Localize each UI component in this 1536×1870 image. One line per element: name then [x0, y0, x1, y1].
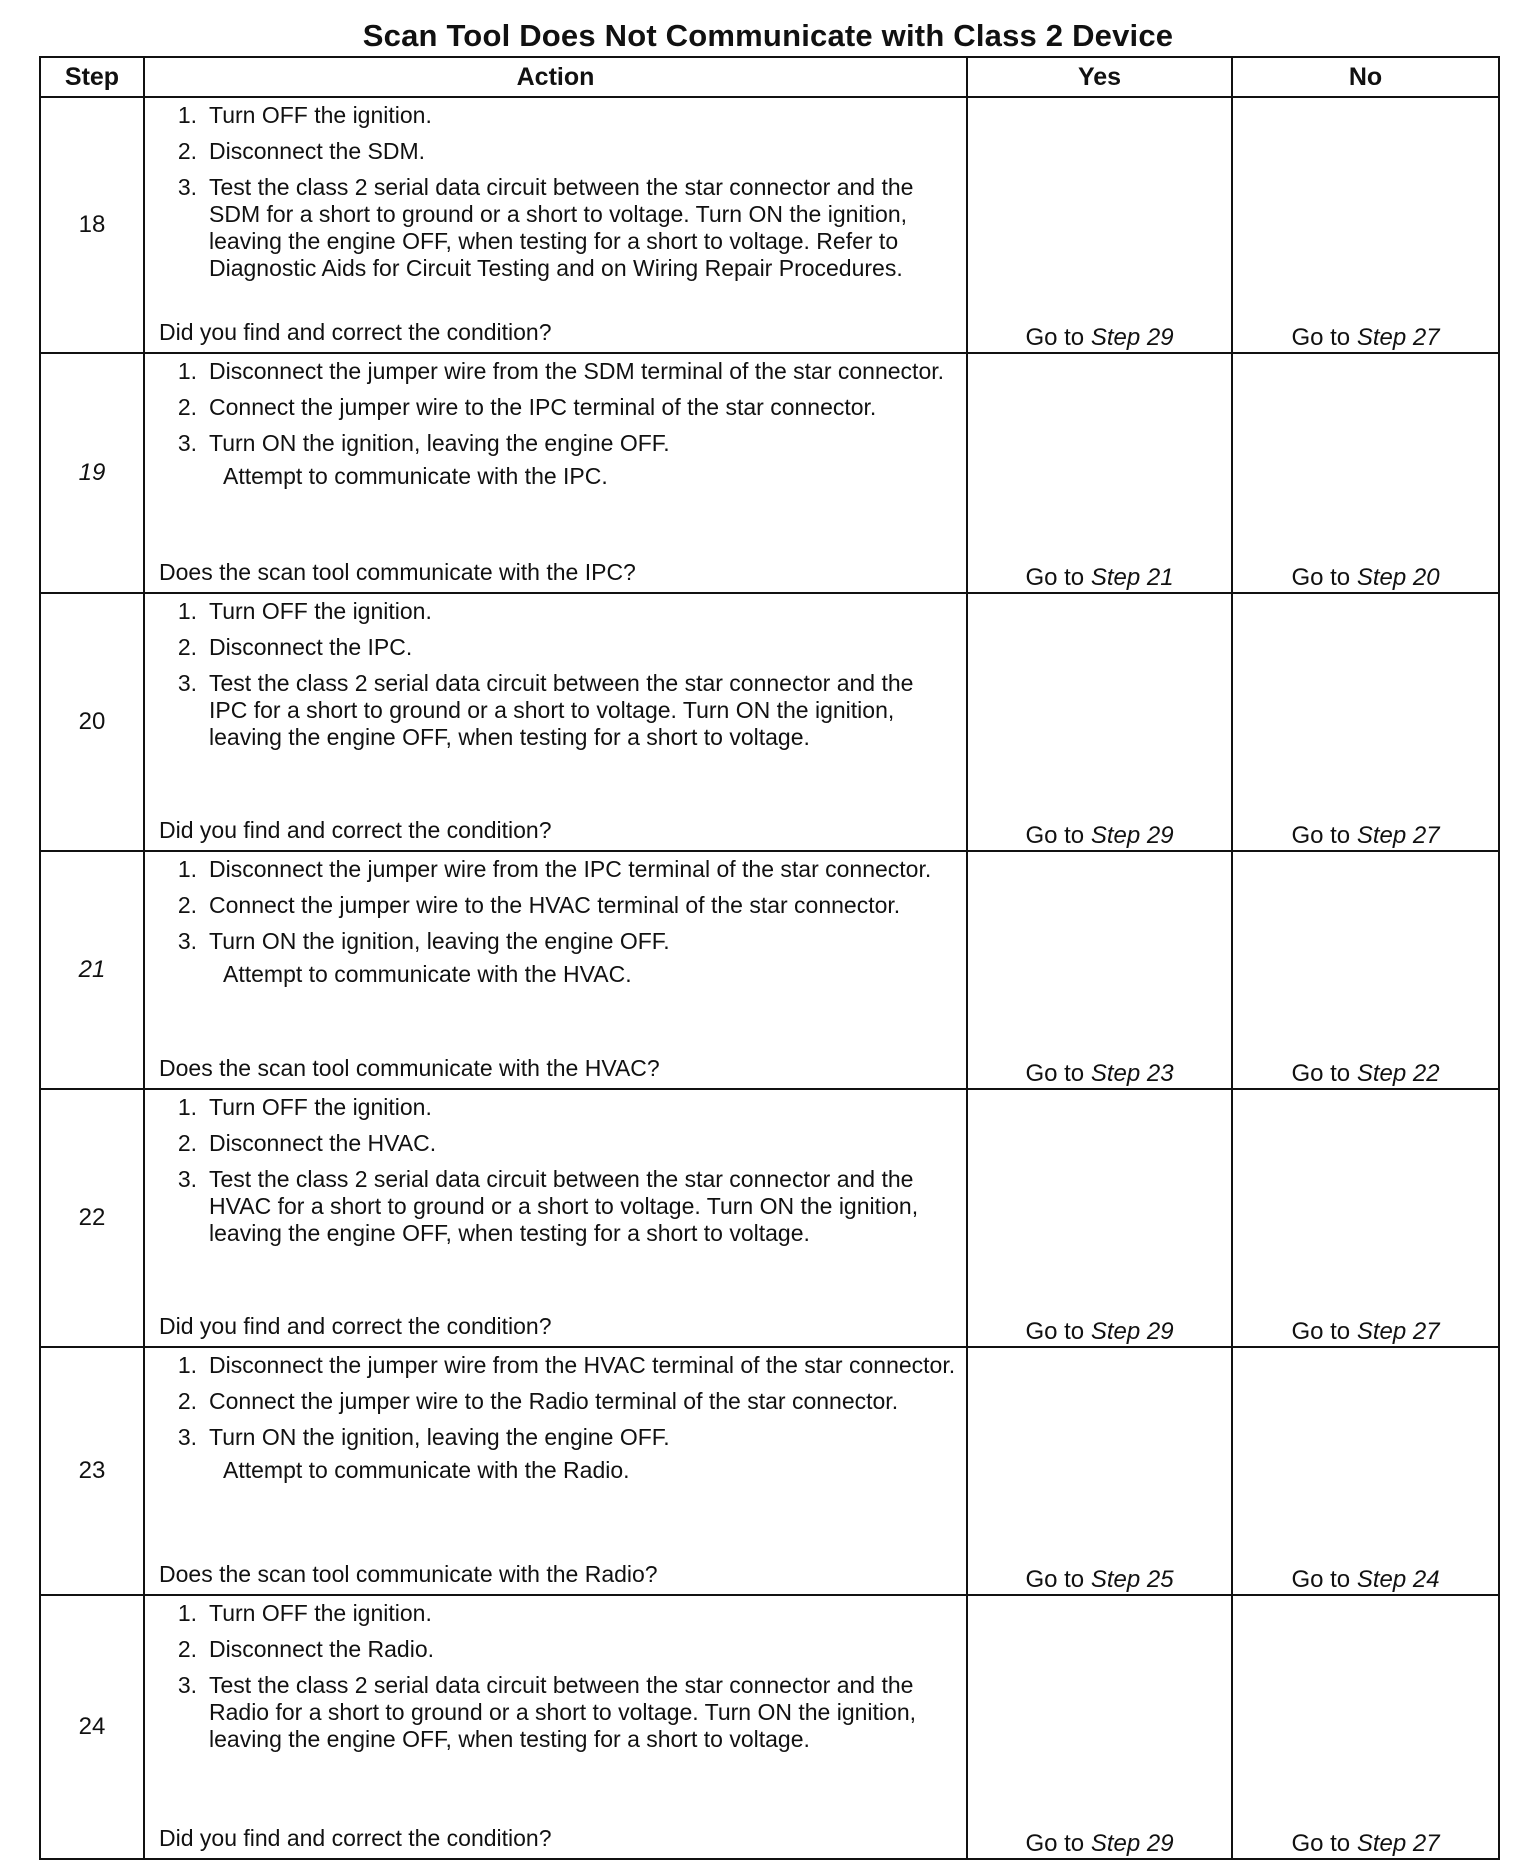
yes-result: [967, 353, 1232, 593]
action-step-number: 2.: [177, 634, 197, 660]
action-step-number: 2.: [177, 892, 197, 918]
header-no: No: [1232, 57, 1499, 97]
action-step-number: 1.: [177, 1352, 197, 1378]
no-step-link[interactable]: Step 27: [1356, 1830, 1440, 1857]
table-row: [40, 353, 1499, 593]
action-question: Does the scan tool communicate with the HVAC?: [159, 1055, 660, 1081]
action-step-text: Connect the jumper wire to the HVAC terminal of the star connector.: [209, 892, 901, 918]
action-step-text: Test the class 2 serial data circuit between the star connector and the IPC for a short to ground or a short to voltage. Turn ON the ignition, leaving the engine OFF, when testing for a short to voltage.: [209, 670, 914, 750]
table-row: [40, 851, 1499, 1089]
action-step-item: [159, 430, 956, 457]
step-number: 22: [40, 1089, 144, 1347]
table-row: [40, 1347, 1499, 1595]
action-step-text: Test the class 2 serial data circuit between the star connector and the HVAC for a short to ground or a short to voltage. Turn ON the ignition, leaving the engine OFF, when testing for a short to voltage.: [209, 1166, 919, 1246]
action-step-number: 3.: [177, 1166, 197, 1192]
action-steps: [145, 354, 966, 490]
no-prefix: Go to: [1291, 1318, 1351, 1345]
action-cell: [144, 593, 967, 851]
yes-result: [967, 1595, 1232, 1859]
step-number: 18: [40, 97, 144, 353]
table-row: [40, 1595, 1499, 1859]
action-step-item: [159, 892, 956, 919]
action-steps: [145, 1348, 966, 1484]
table-row: [40, 97, 1499, 353]
no-step-link[interactable]: Step 24: [1356, 1566, 1440, 1593]
action-cell: [144, 353, 967, 593]
action-step-item: [159, 1094, 956, 1121]
action-step-number: 3.: [177, 670, 197, 696]
action-cell: [144, 1089, 967, 1347]
action-steps: [145, 98, 966, 282]
action-step-text: Turn OFF the ignition.: [209, 1094, 432, 1120]
yes-result: [967, 1347, 1232, 1595]
action-step-text: Test the class 2 serial data circuit between the star connector and the Radio for a short to ground or a short to voltage. Turn ON the ignition, leaving the engine OFF, when testing for a short to voltage.: [209, 1672, 917, 1752]
action-step-text: Disconnect the SDM.: [209, 138, 426, 164]
no-prefix: Go to: [1291, 822, 1351, 849]
no-result: [1232, 593, 1499, 851]
action-step-number: 1.: [177, 102, 197, 128]
yes-prefix: Go to: [1025, 822, 1085, 849]
yes-result: [967, 851, 1232, 1089]
action-cell: [144, 97, 967, 353]
action-step-item: [159, 598, 956, 625]
action-step-item: [159, 856, 956, 883]
action-step-item: [159, 1672, 956, 1753]
action-cell: [144, 1595, 967, 1859]
action-step-item: [159, 670, 956, 751]
action-step-number: 2.: [177, 1636, 197, 1662]
action-step-text: Turn OFF the ignition.: [209, 102, 432, 128]
yes-step-link[interactable]: Step 29: [1090, 1830, 1174, 1857]
yes-prefix: Go to: [1025, 1830, 1085, 1857]
action-step-number: 3.: [177, 1424, 197, 1450]
header-action: Action: [144, 57, 967, 97]
action-step-text: Disconnect the jumper wire from the HVAC terminal of the star connector.: [209, 1352, 956, 1378]
no-step-link[interactable]: Step 27: [1356, 822, 1440, 849]
page-title: Scan Tool Does Not Communicate with Class 2 Device: [362, 18, 1174, 53]
action-step-text: Disconnect the jumper wire from the SDM terminal of the star connector.: [209, 358, 945, 384]
action-question: Did you find and correct the condition?: [159, 1313, 552, 1339]
action-step-text: Disconnect the jumper wire from the IPC terminal of the star connector.: [209, 856, 932, 882]
no-result: [1232, 97, 1499, 353]
action-question: Did you find and correct the condition?: [159, 817, 552, 843]
no-step-link[interactable]: Step 22: [1356, 1060, 1440, 1087]
no-step-link[interactable]: Step 27: [1356, 324, 1440, 351]
action-question: Does the scan tool communicate with the IPC?: [159, 559, 636, 585]
action-step-number: 1.: [177, 358, 197, 384]
action-step-item: [159, 928, 956, 955]
action-question: Did you find and correct the condition?: [159, 1825, 552, 1851]
action-step-text: Disconnect the IPC.: [209, 634, 413, 660]
action-step-number: 1.: [177, 856, 197, 882]
action-step-text: Test the class 2 serial data circuit between the star connector and the SDM for a short to ground or a short to voltage. Turn ON the ignition, leaving the engine OFF, when testing for a short to voltage. Refer to Diagnostic Aids for Circuit Testing and on Wiring Repair Procedures.: [209, 174, 914, 281]
no-prefix: Go to: [1291, 564, 1351, 591]
header-yes: Yes: [967, 57, 1232, 97]
action-steps: [145, 594, 966, 751]
action-step-item: [159, 102, 956, 129]
action-step-item: [159, 174, 956, 282]
yes-result: [967, 97, 1232, 353]
yes-step-link[interactable]: Step 21: [1090, 564, 1174, 591]
yes-result: [967, 593, 1232, 851]
yes-step-link[interactable]: Step 23: [1090, 1060, 1174, 1087]
no-prefix: Go to: [1291, 324, 1351, 351]
table-header-row: [40, 57, 1499, 97]
action-step-item: [159, 1166, 956, 1247]
action-step-item: [159, 1388, 956, 1415]
step-number: 21: [40, 851, 144, 1089]
no-step-link[interactable]: Step 20: [1356, 564, 1440, 591]
action-note: Attempt to communicate with the Radio.: [223, 1457, 630, 1483]
no-result: [1232, 1347, 1499, 1595]
yes-step-link[interactable]: Step 29: [1090, 324, 1174, 351]
action-step-number: 1.: [177, 598, 197, 624]
yes-prefix: Go to: [1025, 1060, 1085, 1087]
action-question: Does the scan tool communicate with the Radio?: [159, 1561, 658, 1587]
step-number: 20: [40, 593, 144, 851]
action-step-number: 2.: [177, 138, 197, 164]
action-step-item: [159, 1424, 956, 1451]
action-step-text: Turn ON the ignition, leaving the engine OFF.: [209, 430, 670, 456]
yes-prefix: Go to: [1025, 1318, 1085, 1345]
action-cell: [144, 851, 967, 1089]
action-step-item: [159, 358, 956, 385]
action-step-item: [159, 394, 956, 421]
action-step-number: 2.: [177, 1388, 197, 1414]
action-step-text: Connect the jumper wire to the Radio terminal of the star connector.: [209, 1388, 899, 1414]
no-result: [1232, 353, 1499, 593]
yes-step-link[interactable]: Step 29: [1090, 822, 1174, 849]
action-step-item: [159, 1600, 956, 1627]
yes-result: [967, 1089, 1232, 1347]
action-step-text: Disconnect the Radio.: [209, 1636, 435, 1662]
action-step-number: 3.: [177, 1672, 197, 1698]
action-step-number: 2.: [177, 394, 197, 420]
action-step-number: 2.: [177, 1130, 197, 1156]
step-number: 19: [40, 353, 144, 593]
action-step-item: [159, 634, 956, 661]
action-step-text: Disconnect the HVAC.: [209, 1130, 437, 1156]
action-step-number: 3.: [177, 174, 197, 200]
no-result: [1232, 1089, 1499, 1347]
action-step-item: [159, 1636, 956, 1663]
no-step-link[interactable]: Step 27: [1356, 1318, 1440, 1345]
action-step-text: Turn OFF the ignition.: [209, 598, 432, 624]
yes-prefix: Go to: [1025, 324, 1085, 351]
action-cell: [144, 1347, 967, 1595]
table-row: [40, 1089, 1499, 1347]
action-note: Attempt to communicate with the HVAC.: [223, 961, 632, 987]
action-note: Attempt to communicate with the IPC.: [223, 463, 608, 489]
no-prefix: Go to: [1291, 1830, 1351, 1857]
action-step-number: 1.: [177, 1600, 197, 1626]
yes-prefix: Go to: [1025, 1566, 1085, 1593]
step-number: 24: [40, 1595, 144, 1859]
action-question: Did you find and correct the condition?: [159, 319, 552, 345]
action-steps: [145, 1596, 966, 1753]
action-step-number: 3.: [177, 928, 197, 954]
no-result: [1232, 1595, 1499, 1859]
action-step-text: Turn ON the ignition, leaving the engine OFF.: [209, 1424, 670, 1450]
no-result: [1232, 851, 1499, 1089]
action-step-number: 1.: [177, 1094, 197, 1120]
action-step-item: [159, 1130, 956, 1157]
yes-prefix: Go to: [1025, 564, 1085, 591]
diagnostic-table: [39, 56, 1500, 1860]
header-step: Step: [40, 57, 144, 97]
action-step-item: [159, 1352, 956, 1379]
action-step-text: Turn ON the ignition, leaving the engine OFF.: [209, 928, 670, 954]
action-step-text: Turn OFF the ignition.: [209, 1600, 432, 1626]
yes-step-link[interactable]: Step 25: [1090, 1566, 1174, 1593]
action-step-item: [159, 138, 956, 165]
action-steps: [145, 852, 966, 988]
action-step-number: 3.: [177, 430, 197, 456]
action-step-text: Connect the jumper wire to the IPC terminal of the star connector.: [209, 394, 877, 420]
table-row: [40, 593, 1499, 851]
yes-step-link[interactable]: Step 29: [1090, 1318, 1174, 1345]
action-steps: [145, 1090, 966, 1247]
step-number: 23: [40, 1347, 144, 1595]
no-prefix: Go to: [1291, 1060, 1351, 1087]
no-prefix: Go to: [1291, 1566, 1351, 1593]
